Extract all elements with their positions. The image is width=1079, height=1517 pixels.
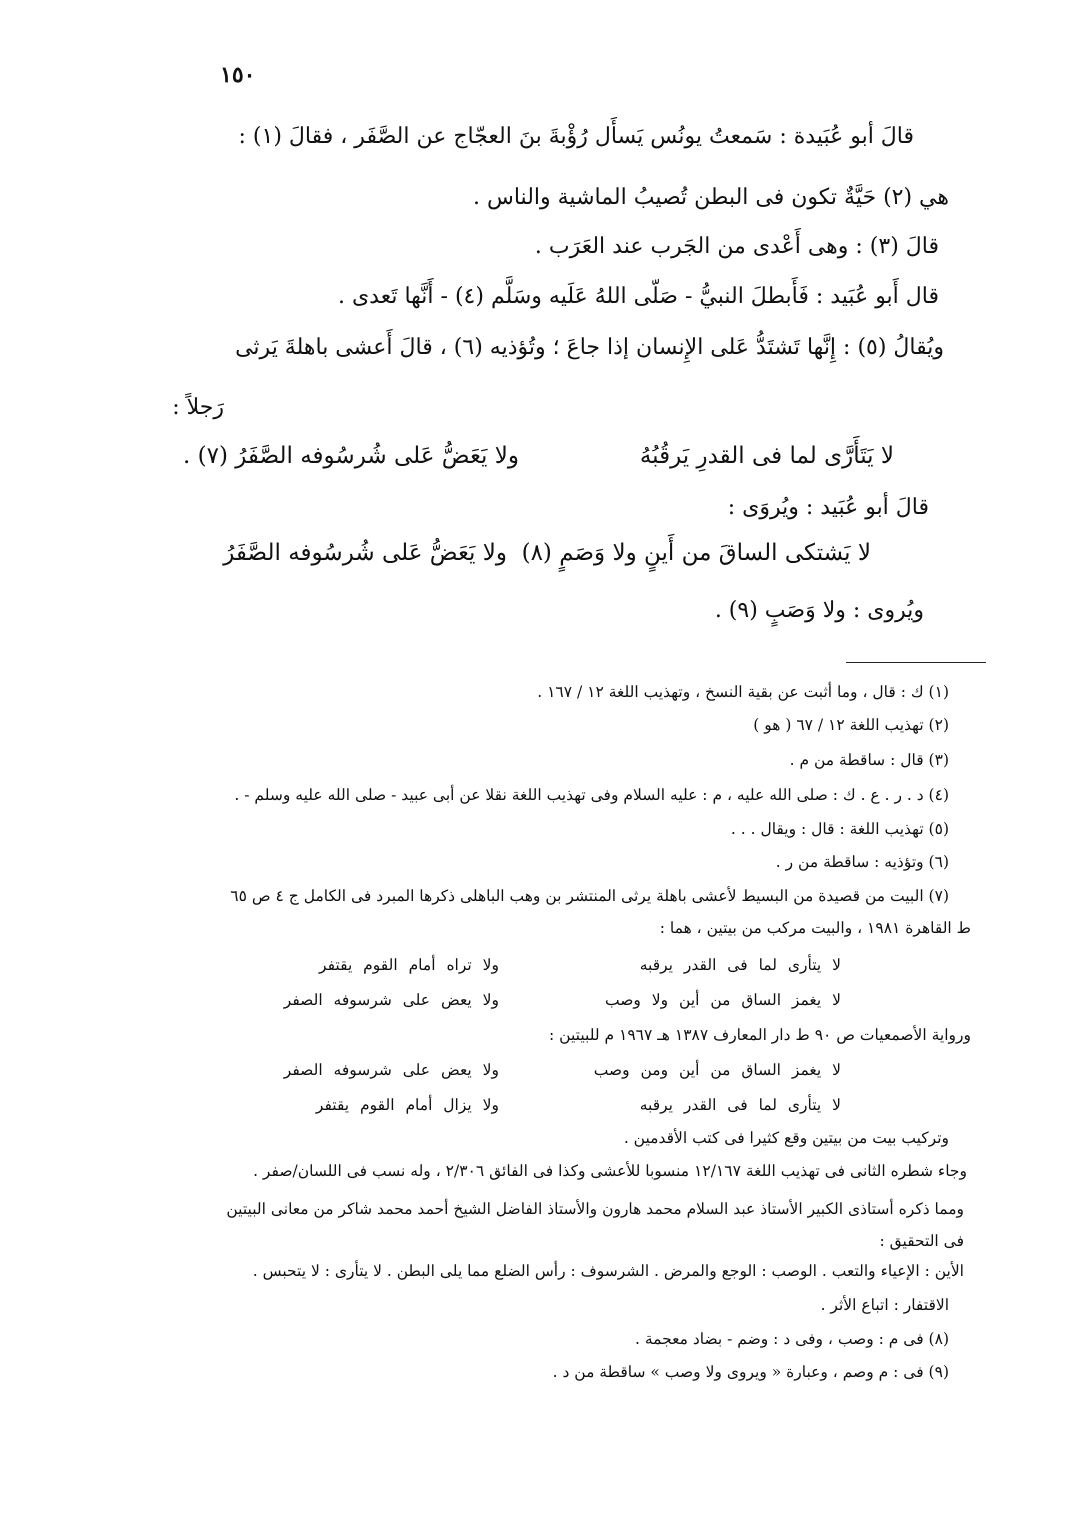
body-line-3: قالَ (٣) : وهى أَعْدى من الجَرب عند العَرَب . xyxy=(534,234,939,259)
footnote-7-verse-1-left: ولا تراه أمام القوم يقتفر xyxy=(319,956,499,974)
body-line-5: ويُقالُ (٥) : إِنَّها تَشتَدُّ عَلى الإِنسان إذا جاعَ ؛ وتُؤذيه (٦) ، قالَ أَعشى باهلةَ يَرثى xyxy=(235,335,944,360)
footnote-2: (٢) تهذيب اللغة ١٢ / ٦٧ ( هو ) xyxy=(753,716,949,734)
footnote-7-verse-2-left: ولا يعض على شرسوفه الصفر xyxy=(283,991,499,1009)
footnote-7-verse-3-right: لا يغمز الساق من أين ومن وصب xyxy=(593,1061,841,1079)
footnote-3: (٣) قال : ساقطة من م . xyxy=(789,751,949,769)
footnote-7-line-7: فى التحقيق : xyxy=(879,1232,964,1250)
footnote-7-verse-4-right: لا يتأرى لما فى القدر يرقبه xyxy=(639,1096,841,1114)
page-number: ١٥٠ xyxy=(220,62,256,88)
footnote-7-line-9: الاقتفار : اتباع الأثر . xyxy=(820,1296,949,1314)
body-line-6: رَجلاً : xyxy=(172,395,224,420)
body-line-2: هي (٢) حَيَّةٌ تكون فى البطن تُصيبُ الماشية والناس . xyxy=(473,185,949,210)
body-line-1: قالَ أبو عُبَيدة : سَمعتُ يونُس يَسأَل رُؤْبةَ بنَ العجّاج عن الصَّفَر ، فقالَ (١) : xyxy=(238,124,914,149)
footnote-5: (٥) تهذيب اللغة : قال : ويقال . . . xyxy=(730,820,949,838)
footnote-7-line-1: (٧) البيت من قصيدة من البسيط لأعشى باهلة يرثى المنتشر بن وهب الباهلى ذكرها المبرد فى الكامل ج ٤ ص ٦٥ xyxy=(230,887,949,905)
body3-line-1: ويُروى : ولا وَصَبٍ (٩) . xyxy=(714,598,924,623)
footnote-7-line-2: ط القاهرة ١٩٨١ ، والبيت مركب من بيتين ، هما : xyxy=(659,919,971,937)
footnote-4: (٤) د . ر . ع . ك : صلى الله عليه ، م : عليه السلام وفى تهذيب اللغة نقلا عن أبى عبيد - صلى الله عليه وسلم - . xyxy=(234,786,949,804)
verse2-second-hemistich: ولا يَعَضُّ عَلى شُرسُوفه الصَّفَرُ xyxy=(223,540,507,566)
footnote-8: (٨) فى م : وصب ، وفى د : وضم - بضاد معجمة . xyxy=(634,1330,949,1348)
footnote-1: (١) ك : قال ، وما أثبت عن بقية النسخ ، وتهذيب اللغة ١٢ / ١٦٧ . xyxy=(537,683,949,701)
footnote-7-verse-4-left: ولا يزال أمام القوم يقتفر xyxy=(315,1096,499,1114)
footnote-7-verse-2-right: لا يغمز الساق من أين ولا وصب xyxy=(604,991,841,1009)
footnote-7-verse-1-right: لا يتأرى لما فى القدر يرقبه xyxy=(639,956,841,974)
footnote-7-line-5: وجاء شطره الثانى فى تهذيب اللغة ١٢/١٦٧ منسوبا للأعشى وكذا فى الفائق ٢/٣٠٦ ، وله نسب فى اللسان/صفر . xyxy=(253,1162,967,1180)
footnote-7-line-6: ومما ذكره أستاذى الكبير الأستاذ عبد السلام محمد هارون والأستاذ الفاضل الشيخ أحمد محمد شاكر من معانى البيتين xyxy=(226,1200,964,1218)
verse2-first-hemistich: لا يَشتكى الساقَ من أَينٍ ولا وَصَمٍ (٨) xyxy=(521,540,871,566)
verse1-first-hemistich: لا يَتَأَرَّى لما فى القدرِ يَرقُبُهُ xyxy=(639,443,894,469)
footnote-7-line-3: ورواية الأصمعيات ص ٩٠ ط دار المعارف ١٣٨٧ هـ ١٩٦٧ م للبيتين : xyxy=(549,1026,971,1044)
footnote-7-verse-3-left: ولا يعض على شرسوفه الصفر xyxy=(283,1061,499,1079)
footnote-7-line-8: الأين : الإعياء والتعب . الوصب : الوجع والمرض . الشرسوف : رأس الضلع مما يلى البطن . لا يتأرى : لا يتحبس . xyxy=(252,1262,964,1280)
body2-line-1: قالَ أبو عُبَيد : ويُروَى : xyxy=(727,495,929,520)
footnote-divider xyxy=(846,662,986,663)
footnote-9: (٩) فى : م وصم ، وعبارة « ويروى ولا وصب » ساقطة من د . xyxy=(552,1363,949,1381)
verse1-second-hemistich: ولا يَعَضُّ عَلى شُرسُوفه الصَّفَرُ (٧) . xyxy=(182,443,519,469)
body-line-4: قال أَبو عُبَيد : فَأَبطلَ النبيُّ - صَلّى اللهُ عَلَيه وسَلَّم (٤) - أَنَّها تَعدى . xyxy=(337,284,939,309)
footnote-6: (٦) وتؤذيه : ساقطة من ر . xyxy=(775,853,949,871)
footnote-7-line-4: وتركيب بيت من بيتين وقع كثيرا فى كتب الأقدمين . xyxy=(623,1129,949,1147)
